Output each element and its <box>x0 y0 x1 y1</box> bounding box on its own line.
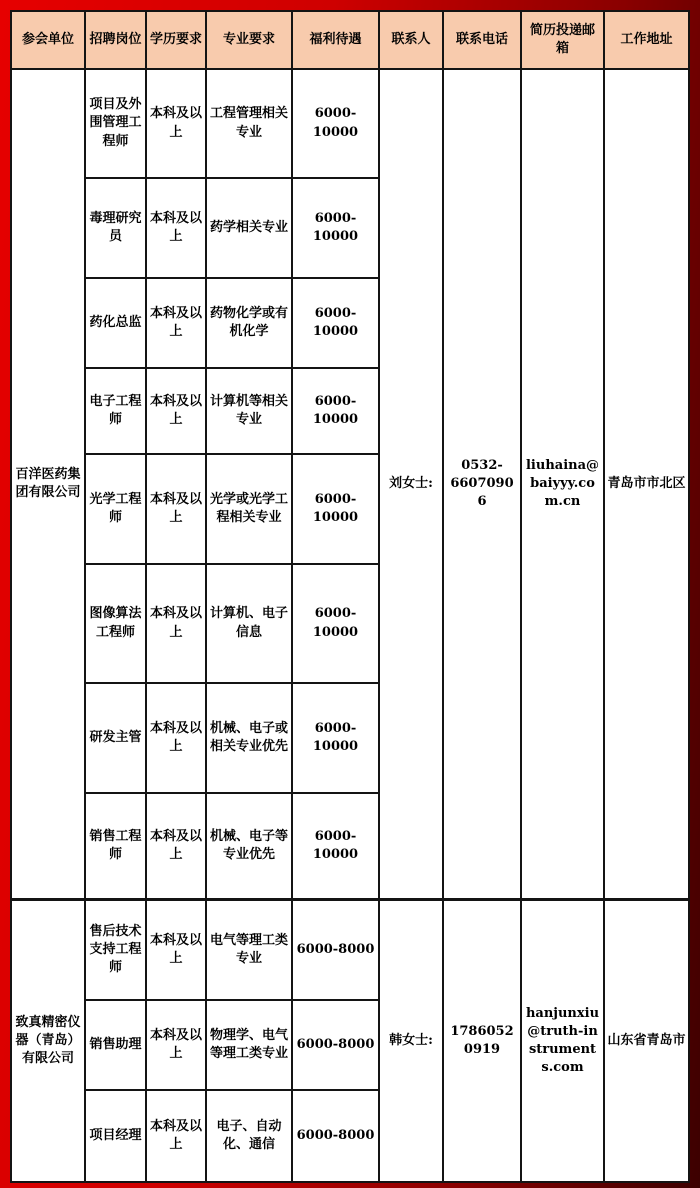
major-cell: 机械、电子等专业优先 <box>206 793 292 900</box>
position-cell: 图像算法工程师 <box>85 564 146 683</box>
position-cell: 光学工程师 <box>85 454 146 564</box>
salary-cell: 6000-10000 <box>292 69 379 178</box>
major-cell: 工程管理相关专业 <box>206 69 292 178</box>
position-cell: 药化总监 <box>85 278 146 368</box>
salary-cell: 6000-8000 <box>292 1000 379 1090</box>
education-cell: 本科及以上 <box>146 900 206 1001</box>
position-cell: 销售工程师 <box>85 793 146 900</box>
email-cell: liuhaina@baiyyy.com.cn <box>521 69 604 900</box>
major-cell: 电气等理工类专业 <box>206 900 292 1001</box>
salary-cell: 6000-10000 <box>292 454 379 564</box>
salary-cell: 6000-10000 <box>292 278 379 368</box>
major-cell: 药物化学或有机化学 <box>206 278 292 368</box>
position-cell: 项目及外围管理工程师 <box>85 69 146 178</box>
major-cell: 药学相关专业 <box>206 178 292 278</box>
header-salary: 福利待遇 <box>292 11 379 69</box>
position-cell: 项目经理 <box>85 1090 146 1182</box>
salary-cell: 6000-10000 <box>292 564 379 683</box>
job-row <box>11 900 689 1001</box>
address-cell: 青岛市市北区 <box>604 69 689 900</box>
education-cell: 本科及以上 <box>146 564 206 683</box>
major-cell: 物理学、电气等理工类专业 <box>206 1000 292 1090</box>
education-cell: 本科及以上 <box>146 793 206 900</box>
header-company: 参会单位 <box>11 11 85 69</box>
phone-cell: 0532-66070906 <box>443 69 521 900</box>
major-cell: 计算机、电子信息 <box>206 564 292 683</box>
header-contact: 联系人 <box>379 11 443 69</box>
major-cell: 光学或光学工程相关专业 <box>206 454 292 564</box>
salary-cell: 6000-10000 <box>292 793 379 900</box>
email-cell: hanjunxiu@truth-instruments.com <box>521 900 604 1183</box>
position-cell: 售后技术支持工程师 <box>85 900 146 1001</box>
education-cell: 本科及以上 <box>146 454 206 564</box>
company-cell: 致真精密仪器（青岛）有限公司 <box>11 900 85 1183</box>
contact-cell: 刘女士: <box>379 69 443 900</box>
header-phone: 联系电话 <box>443 11 521 69</box>
job-row <box>11 69 689 178</box>
major-cell: 电子、自动化、通信 <box>206 1090 292 1182</box>
education-cell: 本科及以上 <box>146 278 206 368</box>
major-cell: 机械、电子或相关专业优先 <box>206 683 292 793</box>
education-cell: 本科及以上 <box>146 178 206 278</box>
education-cell: 本科及以上 <box>146 1090 206 1182</box>
salary-cell: 6000-8000 <box>292 1090 379 1182</box>
education-cell: 本科及以上 <box>146 368 206 454</box>
position-cell: 电子工程师 <box>85 368 146 454</box>
education-cell: 本科及以上 <box>146 683 206 793</box>
position-cell: 销售助理 <box>85 1000 146 1090</box>
header-education: 学历要求 <box>146 11 206 69</box>
header-position: 招聘岗位 <box>85 11 146 69</box>
header-major: 专业要求 <box>206 11 292 69</box>
table-header-row <box>11 11 689 69</box>
position-cell: 毒理研究员 <box>85 178 146 278</box>
position-cell: 研发主管 <box>85 683 146 793</box>
company-cell: 百洋医药集团有限公司 <box>11 69 85 900</box>
education-cell: 本科及以上 <box>146 1000 206 1090</box>
salary-cell: 6000-8000 <box>292 900 379 1001</box>
contact-cell: 韩女士: <box>379 900 443 1183</box>
recruitment-table <box>10 10 690 1183</box>
address-cell: 山东省青岛市 <box>604 900 689 1183</box>
salary-cell: 6000-10000 <box>292 683 379 793</box>
header-email: 简历投递邮箱 <box>521 11 604 69</box>
phone-cell: 17860520919 <box>443 900 521 1183</box>
header-address: 工作地址 <box>604 11 689 69</box>
salary-cell: 6000-10000 <box>292 368 379 454</box>
education-cell: 本科及以上 <box>146 69 206 178</box>
salary-cell: 6000-10000 <box>292 178 379 278</box>
major-cell: 计算机等相关专业 <box>206 368 292 454</box>
